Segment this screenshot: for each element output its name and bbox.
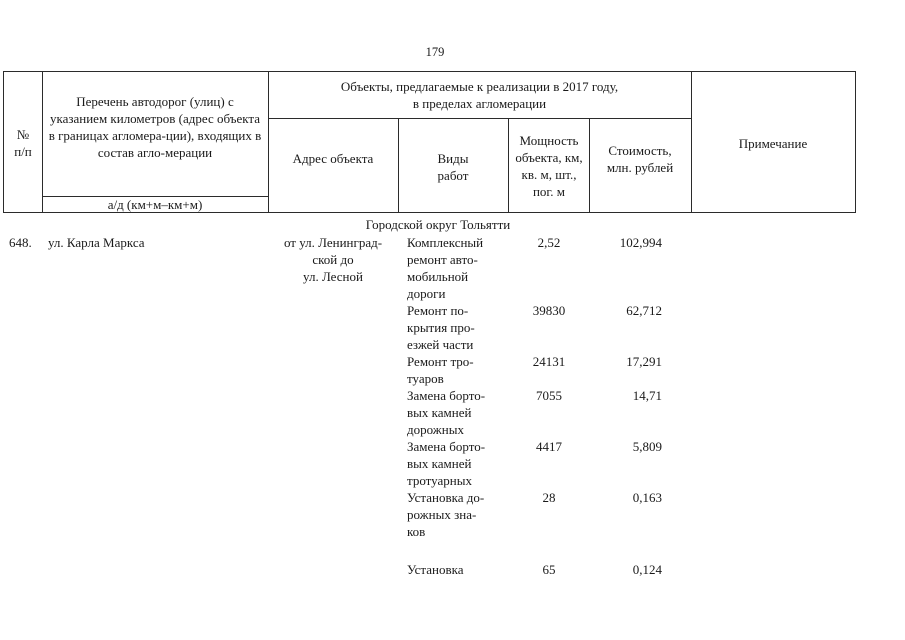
work-cost: 5,809	[632, 439, 662, 454]
work-name: Замена борто- вых камней дорожных	[407, 388, 486, 437]
work-cost: 102,994	[619, 235, 662, 250]
header-note: Примечание	[738, 136, 808, 151]
work-capacity: 65	[542, 562, 556, 577]
work-name: Ремонт тро- туаров	[407, 354, 474, 386]
work-capacity: 24131	[532, 354, 566, 369]
row-number: 648.	[9, 235, 32, 250]
work-name: Установка до- рожных зна- ков	[407, 490, 485, 539]
work-cost: 14,71	[632, 388, 662, 403]
page-number: 179	[425, 45, 445, 59]
work-capacity: 39830	[532, 303, 566, 318]
work-name: Ремонт по- крытия про- езжей части	[407, 303, 475, 352]
work-capacity: 28	[542, 490, 556, 505]
work-name: Комплексный ремонт авто- мобильной дороги	[407, 235, 484, 301]
work-name: Замена борто- вых камней тротуарных	[407, 439, 486, 488]
header-roads-subheading: а/д (км+м–км+м)	[107, 197, 203, 212]
work-cost: 0,163	[632, 490, 662, 505]
header-works: Виды работ	[437, 151, 469, 183]
header-number: № п/п	[14, 127, 32, 159]
work-cost: 62,712	[626, 303, 662, 318]
work-capacity: 2,52	[537, 235, 561, 250]
section-title: Городской округ Тольятти	[365, 217, 511, 232]
work-capacity: 7055	[536, 388, 562, 403]
work-name: Установка	[407, 562, 464, 577]
row-road-name: ул. Карла Маркса	[48, 235, 145, 250]
work-cost: 0,124	[632, 562, 662, 577]
work-cost: 17,291	[626, 354, 662, 369]
row-address: от ул. Ленинград- ской до ул. Лесной	[283, 235, 383, 284]
header-capacity: Мощность объекта, км, кв. м, шт., пог. м	[515, 133, 583, 199]
header-roads-list: Перечень автодорог (улиц) с указанием километров (адрес объекта в границах агломера-ции), входящих в состав агло-мерации	[48, 94, 262, 160]
header-objects-group: Объекты, предлагаемые к реализации в 2017 году, в пределах агломерации	[340, 79, 619, 111]
header-cost: Стоимость, млн. рублей	[606, 143, 674, 175]
header-address: Адрес объекта	[292, 151, 374, 166]
work-capacity: 4417	[536, 439, 562, 454]
